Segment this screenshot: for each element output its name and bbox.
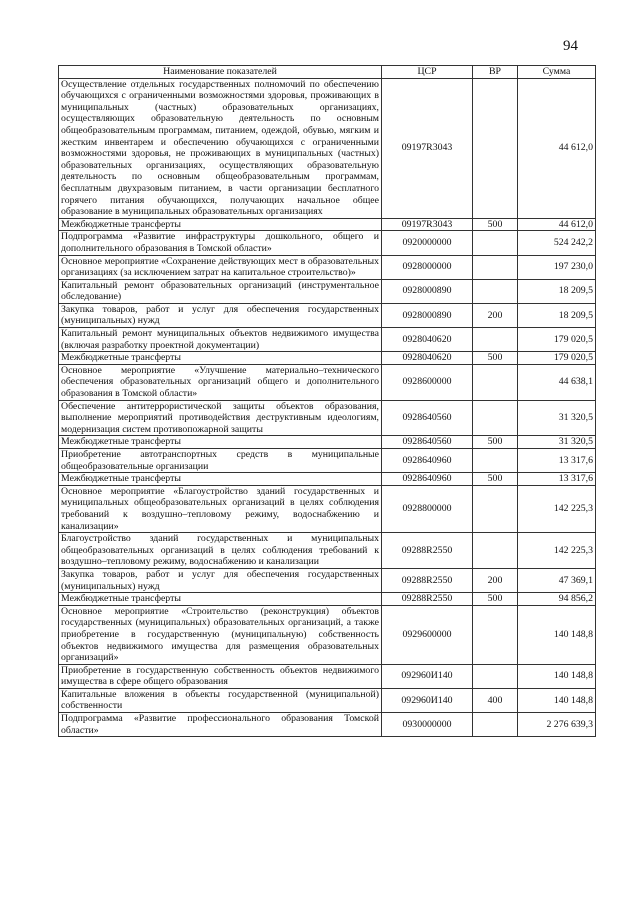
table-row (59, 533, 596, 569)
row-csr-cell: 0928040620 (382, 328, 473, 352)
table-header-row (59, 66, 596, 79)
row-vr-cell (473, 364, 518, 400)
row-vr-cell (473, 231, 518, 255)
row-name-cell: Приобретение автотранспортных средств в муниципальные общеобразовательные организации (59, 449, 382, 473)
table-row (59, 364, 596, 400)
table-row (59, 485, 596, 532)
row-vr-cell (473, 78, 518, 218)
row-sum-cell: 140 148,8 (518, 688, 596, 712)
row-sum-cell: 94 856,2 (518, 593, 596, 606)
row-sum-cell: 44 638,1 (518, 364, 596, 400)
row-name-cell: Закупка товаров, работ и услуг для обеспечения государственных (муниципальных) нужд (59, 568, 382, 592)
row-name-cell: Основное мероприятие «Строительство (реконструкция) объектов государственных (муниципальных) образовательных организаций, а также приобретение в государственную (муниципальную) собственность объектов недвижимого имущества для размещения образовательных организаций» (59, 605, 382, 664)
row-vr-cell (473, 485, 518, 532)
table-row (59, 255, 596, 279)
row-vr-cell (473, 328, 518, 352)
row-csr-cell: 09288R2550 (382, 533, 473, 569)
table-row (59, 328, 596, 352)
row-vr-cell (473, 400, 518, 436)
page-number: 94 (563, 38, 578, 54)
row-csr-cell: 09288R2550 (382, 593, 473, 606)
column-header-sum: Сумма (518, 66, 596, 79)
row-csr-cell: 0928800000 (382, 485, 473, 532)
row-sum-cell: 197 230,0 (518, 255, 596, 279)
row-csr-cell: 0928000890 (382, 279, 473, 303)
row-name-cell: Закупка товаров, работ и услуг для обеспечения государственных (муниципальных) нужд (59, 303, 382, 327)
budget-table (58, 65, 596, 737)
row-sum-cell: 31 320,5 (518, 400, 596, 436)
row-csr-cell: 0928000890 (382, 303, 473, 327)
row-csr-cell: 092960И140 (382, 688, 473, 712)
table-row (59, 568, 596, 592)
row-sum-cell: 18 209,5 (518, 279, 596, 303)
row-name-cell: Капитальный ремонт муниципальных объектов недвижимого имущества (включая разработку проектной документации) (59, 328, 382, 352)
table-row (59, 231, 596, 255)
table-row (59, 279, 596, 303)
table-row (59, 352, 596, 365)
row-vr-cell (473, 664, 518, 688)
row-sum-cell: 2 276 639,3 (518, 713, 596, 737)
row-sum-cell: 13 317,6 (518, 473, 596, 486)
row-vr-cell: 500 (473, 352, 518, 365)
row-sum-cell: 142 225,3 (518, 485, 596, 532)
row-name-cell: Межбюджетные трансферты (59, 352, 382, 365)
row-name-cell: Основное мероприятие «Благоустройство зданий государственных и муниципальных общеобразовательных организаций в целях соблюдения требований к воздушно–тепловому режиму, водоснабжению и канализации» (59, 485, 382, 532)
row-csr-cell: 0928640960 (382, 449, 473, 473)
row-sum-cell: 142 225,3 (518, 533, 596, 569)
row-sum-cell: 44 612,0 (518, 78, 596, 218)
row-name-cell: Подпрограмма «Развитие инфраструктуры дошкольного, общего и дополнительного образования в Томской области» (59, 231, 382, 255)
row-vr-cell: 500 (473, 473, 518, 486)
row-csr-cell: 0928640960 (382, 473, 473, 486)
row-vr-cell (473, 713, 518, 737)
row-vr-cell: 200 (473, 568, 518, 592)
table-row (59, 436, 596, 449)
table-row (59, 78, 596, 218)
row-csr-cell: 0929600000 (382, 605, 473, 664)
table-row (59, 449, 596, 473)
row-csr-cell: 092960И140 (382, 664, 473, 688)
table-row (59, 303, 596, 327)
table-row (59, 713, 596, 737)
row-csr-cell: 0920000000 (382, 231, 473, 255)
row-name-cell: Основное мероприятие «Сохранение действующих мест в образовательных организациях (за исключением затрат на капитальное строительство)» (59, 255, 382, 279)
column-header-vr: ВР (473, 66, 518, 79)
table-row (59, 400, 596, 436)
row-sum-cell: 179 020,5 (518, 352, 596, 365)
row-csr-cell: 0928000000 (382, 255, 473, 279)
row-name-cell: Приобретение в государственную собственность объектов недвижимого имущества в сфере общего образования (59, 664, 382, 688)
row-csr-cell: 09197R3043 (382, 218, 473, 231)
row-csr-cell: 09197R3043 (382, 78, 473, 218)
row-name-cell: Капитальный ремонт образовательных организаций (инструментальное обследование) (59, 279, 382, 303)
row-vr-cell (473, 255, 518, 279)
row-name-cell: Основное мероприятие «Улучшение материально–технического обеспечения образовательных организаций общего и дополнительного образования в Томской области» (59, 364, 382, 400)
column-header-name: Наименование показателей (59, 66, 382, 79)
table-row (59, 664, 596, 688)
row-vr-cell (473, 605, 518, 664)
row-csr-cell: 0930000000 (382, 713, 473, 737)
row-sum-cell: 47 369,1 (518, 568, 596, 592)
row-sum-cell: 179 020,5 (518, 328, 596, 352)
row-name-cell: Подпрограмма «Развитие профессионального образования Томской области» (59, 713, 382, 737)
row-csr-cell: 0928600000 (382, 364, 473, 400)
row-vr-cell (473, 279, 518, 303)
row-sum-cell: 524 242,2 (518, 231, 596, 255)
row-sum-cell: 31 320,5 (518, 436, 596, 449)
row-vr-cell (473, 449, 518, 473)
table-row (59, 605, 596, 664)
row-sum-cell: 140 148,8 (518, 664, 596, 688)
row-vr-cell (473, 533, 518, 569)
row-csr-cell: 0928640560 (382, 436, 473, 449)
row-sum-cell: 18 209,5 (518, 303, 596, 327)
row-sum-cell: 13 317,6 (518, 449, 596, 473)
column-header-csr: ЦСР (382, 66, 473, 79)
row-name-cell: Межбюджетные трансферты (59, 593, 382, 606)
row-name-cell: Осуществление отдельных государственных полномочий по обеспечению обучающихся с ограниченными возможностями здоровья, проживающих в муниципальных (частных) образовательных организациях, осуществляющих образовательную деятельность по основным общеобразовательным программам, питанием, одеждой, обувью, мягким и жестким инвентарем и обеспечению обучающихся с ограниченными возможностями здоровья, не проживающих в муниципальных (частных) образовательных организациях, осуществляющих образовательную деятельность по основным общеобразовательным программам, бесплатным двухразовым питанием, в части организации бесплатного горячего питания обучающихся, получающих начальное общее образование в муниципальных образовательных организациях (59, 78, 382, 218)
row-sum-cell: 44 612,0 (518, 218, 596, 231)
row-vr-cell: 200 (473, 303, 518, 327)
row-name-cell: Межбюджетные трансферты (59, 473, 382, 486)
row-csr-cell: 09288R2550 (382, 568, 473, 592)
table-row (59, 593, 596, 606)
row-vr-cell: 400 (473, 688, 518, 712)
row-csr-cell: 0928640560 (382, 400, 473, 436)
row-name-cell: Межбюджетные трансферты (59, 218, 382, 231)
row-vr-cell: 500 (473, 436, 518, 449)
table-body (59, 78, 596, 737)
table-row (59, 218, 596, 231)
row-name-cell: Межбюджетные трансферты (59, 436, 382, 449)
row-vr-cell: 500 (473, 593, 518, 606)
row-csr-cell: 0928040620 (382, 352, 473, 365)
row-sum-cell: 140 148,8 (518, 605, 596, 664)
row-name-cell: Благоустройство зданий государственных и муниципальных общеобразовательных организаций в целях соблюдения требований к воздушно–тепловому режиму, водоснабжению и канализации (59, 533, 382, 569)
row-name-cell: Обеспечение антитеррористической защиты объектов образования, выполнение мероприятий противодействия деструктивным идеологиям, модернизация систем противопожарной защиты (59, 400, 382, 436)
row-vr-cell: 500 (473, 218, 518, 231)
row-name-cell: Капитальные вложения в объекты государственной (муниципальной) собственности (59, 688, 382, 712)
table-row (59, 473, 596, 486)
table-row (59, 688, 596, 712)
